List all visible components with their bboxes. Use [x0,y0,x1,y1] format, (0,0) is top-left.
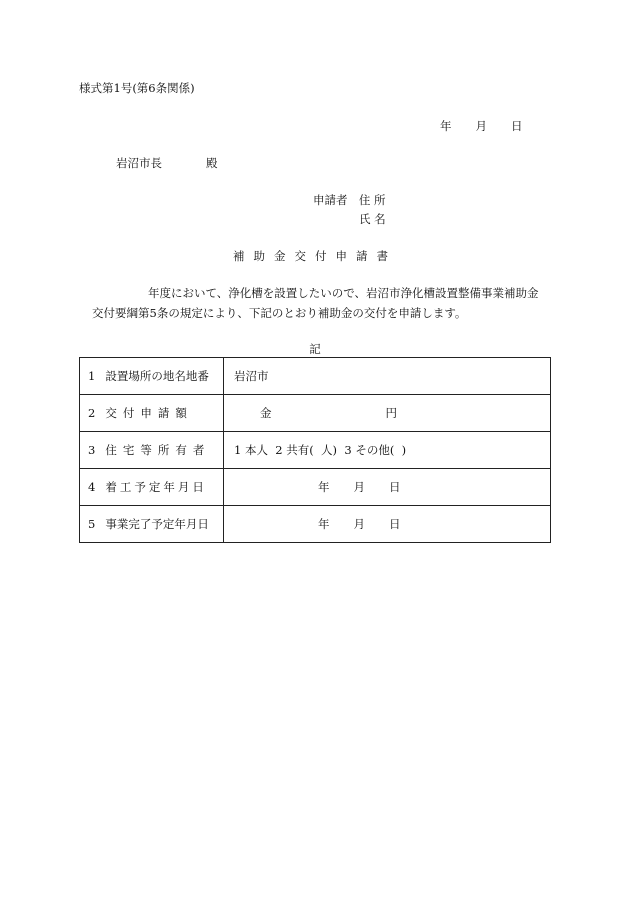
location-value: 岩沼市 [234,369,269,383]
row-number: 5 [88,517,96,531]
date-year-label: 年 [440,119,452,133]
row-label [80,506,224,543]
table-row [80,395,551,432]
applicant-address-label: 住 所 [358,193,386,207]
row-label-text: 事業完了予定年月日 [105,517,209,531]
row-value [224,432,551,469]
owner-options: 1 本人 2 共有( 人) 3 その他( ) [234,443,407,457]
table-row [80,506,551,543]
row-label [80,395,224,432]
addressee-name: 岩沼市長 [116,156,162,170]
completion-month-label: 月 [353,517,365,531]
row-value [224,395,551,432]
row-label-text: 設置場所の地名地番 [105,369,209,383]
document-title: 補助金交付申請書 [233,249,397,263]
row-number: 1 [88,369,96,383]
form-number: 様式第1号(第6条関係) [79,81,195,95]
ki-heading: 記 [309,342,321,356]
row-value [224,469,551,506]
addressee [116,155,218,171]
amount-suffix: 円 [385,406,397,420]
body-text-line-1: 年度において、浄化槽を設置したいので、岩沼市浄化槽設置整備事業補助金 [148,286,539,300]
date-month-label: 月 [475,119,487,133]
row-value [224,358,551,395]
start-year-label: 年 [318,480,330,494]
row-number: 2 [88,406,96,420]
applicant-name-label: 氏 名 [359,212,386,226]
row-label-text: 交付申請額 [105,406,193,420]
table-row [80,358,551,395]
date-line [440,118,523,134]
table-row [80,469,551,506]
addressee-honorific: 殿 [206,156,218,170]
applicant-name-line [359,211,386,227]
row-label [80,432,224,469]
row-label [80,469,224,506]
row-value [224,506,551,543]
start-month-label: 月 [353,480,365,494]
row-label [80,358,224,395]
amount-prefix: 金 [260,406,272,420]
completion-year-label: 年 [318,517,330,531]
completion-day-label: 日 [389,517,401,531]
start-day-label: 日 [389,480,401,494]
row-label-text: 着工予定年月日 [105,480,207,494]
body-text-line-2: 交付要綱第5条の規定により、下記のとおり補助金の交付を申請します。 [92,306,467,320]
date-day-label: 日 [511,119,523,133]
table-row [80,432,551,469]
row-number: 3 [88,443,96,457]
applicant-label: 申請者 [313,193,348,207]
row-number: 4 [88,480,96,494]
row-label-text: 住宅等所有者 [105,443,211,457]
application-table [79,357,551,543]
applicant-address-line [313,192,385,208]
